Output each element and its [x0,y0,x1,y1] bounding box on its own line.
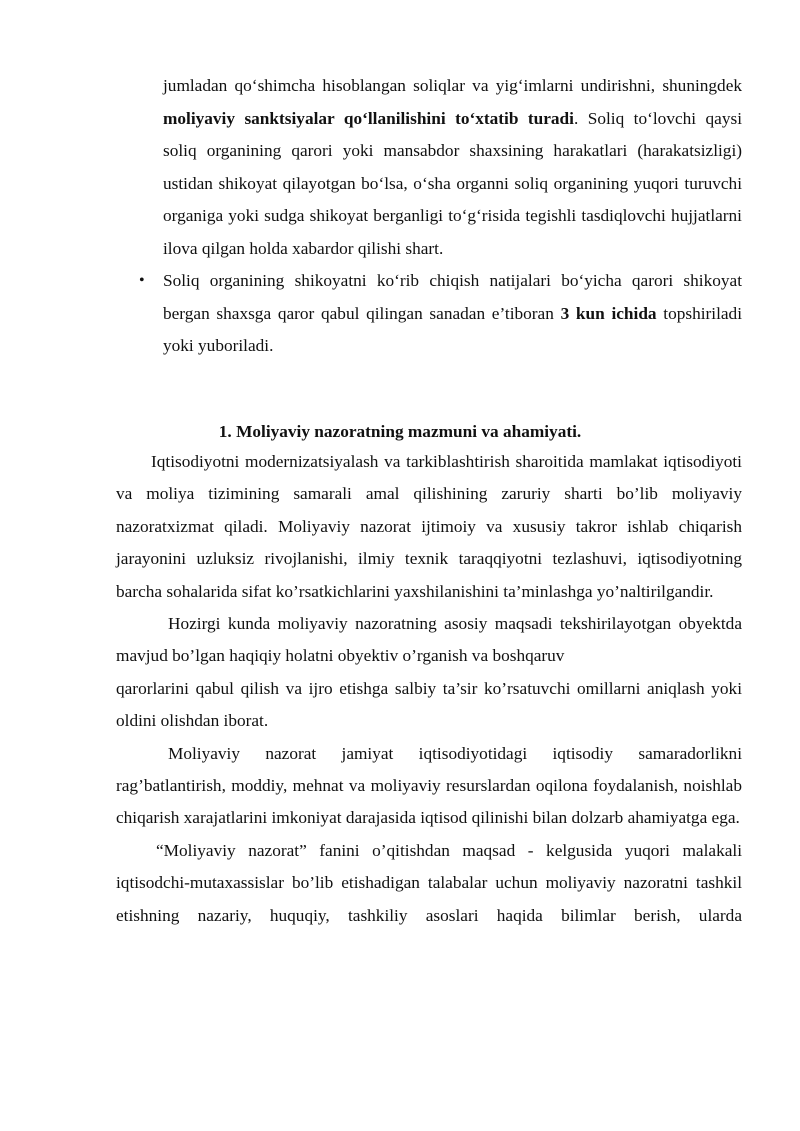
list-continuation-paragraph [163,70,742,265]
continuation-text-2: . Soliq to‘lovchi qaysi soliq organining qarori yoki mansabdor shaxsining harakatlari (harakatsizligi) ustidan shikoyat qilayotgan bo‘lsa, o‘sha organni soliq organining yuqori turuvchi organiga yoki sudga shikoyat berganligi to‘g‘risida tegishli tasdiqlovchi hujjatlarni ilova qilgan holda xabardor qilishi shart. [163,108,742,258]
paragraph-2-line-1: Hozirgi kunda moliyaviy nazoratning asosiy maqsadi tekshirilayotgan obyektda mavjud bo’lgan haqiqiy holatni obyektiv o’rganish va boshqaruv [116,614,742,666]
section-heading: 1. Moliyaviy nazoratning mazmuni va ahamiyati. [218,422,582,441]
bullet-icon: • [139,272,145,289]
list-block [139,70,743,363]
body-block [116,446,742,932]
bullet-list-item [139,265,743,363]
paragraph-2-line-2: qarorlarini qabul qilish va ijro etishga salbiy ta’sir ko’rsatuvchi omillarni aniqlash yoki oldini olishdan iborat. [116,678,742,731]
bullet-text-2: topshiriladi yoki yuboriladi. [163,303,743,355]
bullet-bold-text: 3 kun ichida [560,303,657,323]
bullet-text-1: Soliq organining shikoyatni ko‘rib chiqish natijalari bo‘yicha qarori shikoyat bergan shaxsga qaror qabul qilingan sanadan e’tiboran [163,271,742,323]
paragraph-3: Moliyaviy nazorat jamiyat iqtisodiyotidagi iqtisodiy samaradorlikni rag’batlantirish, moddiy, mehnat va moliyaviy resurslardan oqilona foydalanish, noishlab chiqarish xarajatlarini imkoniyat darajasida iqtisod qilinishi bilan dolzarb ahamiyatga ega. [116,743,742,828]
continuation-bold-text: moliyaviy sanktsiyalar qo‘llanilishini to‘xtatib turadi [163,108,574,128]
paragraph-1: Iqtisodiyotni modernizatsiyalash va tarkiblashtirish sharoitida mamlakat iqtisodiyoti va moliya tizimining samarali amal qilishining zaruriy sharti bo’lib moliyaviy nazoratxizmat qiladi. Moliyaviy nazorat ijtimoiy va xususiy takror ishlab chiqarish jarayonini uzluksiz rivojlanishi, ilmiy texnik taraqqiyotni tezlashuvi, iqtisodiyotning barcha sohalarida sifat ko’rsatkichlarini yaxshilanishini ta’minlashga yo’naltirilgandir. [116,452,742,601]
continuation-text-1: jumladan qo‘shimcha hisoblangan soliqlar va yig‘imlarni undirishni, shuningdek [163,76,742,95]
paragraph-4: “Moliyaviy nazorat” fanini o’qitishdan maqsad - kelgusida yuqori malakali iqtisodchi-mutaxassislar bo’lib etishadigan talabalar uchun moliyaviy nazoratni tashkil etishning nazariy, huquqiy, tashkiliy asoslari haqida bilimlar berish, ularda [116,840,742,925]
